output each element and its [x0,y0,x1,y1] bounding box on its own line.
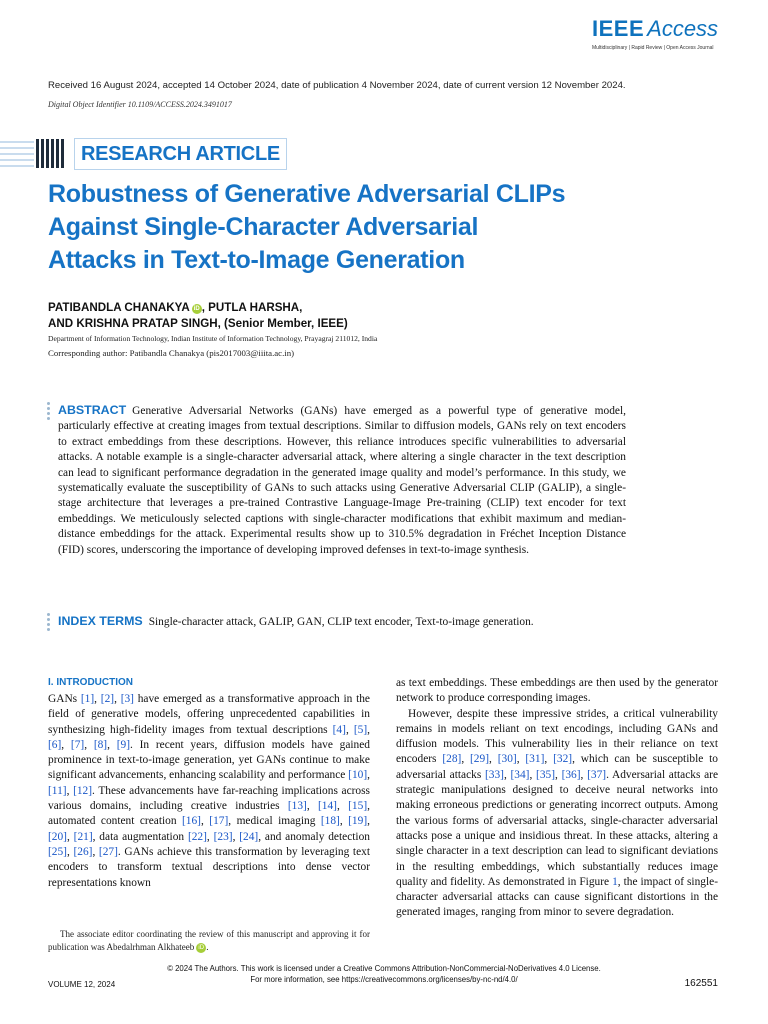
citation-link[interactable]: [31] [525,753,545,766]
citation-link[interactable]: [28] [442,753,462,766]
intro-paragraph-2: as text embeddings. These embeddings are then used by the generator network to produce corresponding images. [396,677,718,705]
title-line: Attacks in Text-to-Image Generation [48,246,465,274]
abstract-dots-icon [47,402,51,422]
orcid-icon[interactable]: iD [196,943,206,953]
citation-link[interactable]: [21] [73,830,93,843]
ieee-access-logo [592,18,718,60]
citation-link[interactable]: [1] [80,693,95,705]
citation-link[interactable]: [22] [187,830,207,843]
citation-link[interactable]: [36] [561,768,581,781]
citation-link[interactable]: [12] [73,784,93,797]
citation-link[interactable]: [34] [510,768,530,781]
abstract-text: Generative Adversarial Networks (GANs) have emerged as a powerful type of generative model, particularly effective at creating images from textual descriptions. Similar to diffusion models, GANs rely on text encoders to extract embeddings from these descriptions. However, this reliance introduces specific vulnerabilities to adversarial attacks. A notable example is a single-character adversarial attack, where altering a single character in the text description can lead to significant performance degradation in the generated image quality and model’s performance. In this study, we systematically evaluate the susceptibility of GANs to such attacks using Generative Adversarial CLIP (GALIP), a single-stage architecture that leverages a pre-trained Contrastive Language-Image Pre-training (CLIP) text encoder for text embeddings. We meticulously selected captions with single-character modifications that exhibit maximum and median-distance embeddings for the attack. Experimental results show up to 310.5% degradation in Fréchet Inception Distance (FID) scores, underscoring the importance of developing improved defenses in text-to-image synthesis. [58,405,626,556]
index-terms-text: Single-character attack, GALIP, GAN, CLIP text encoder, Text-to-image generation. [148,616,534,628]
citation-link[interactable]: [7] [70,738,85,751]
citation-link[interactable]: [19] [348,815,368,828]
index-terms-dots-icon [47,613,51,633]
title-line: Against Single-Character Adversarial [48,213,479,241]
citation-link[interactable]: [23] [213,830,233,843]
citation-link[interactable]: [24] [239,830,259,843]
body-column-left [48,676,370,891]
orcid-icon[interactable]: iD [193,306,200,312]
citation-link[interactable]: [10] [348,769,368,782]
citation-link[interactable]: [4] [332,723,346,736]
citation-link[interactable]: 1 [612,875,618,888]
license-line-2[interactable]: For more information, see https://creativecommons.org/licenses/by-nc-nd/4.0/ [250,975,518,984]
author-name-first: PATIBANDLA CHANAKYA [48,301,190,314]
license-notice [0,963,768,985]
license-line-1: © 2024 The Authors. This work is licensed under a Creative Commons Attribution-NonCommercial-NoDerivatives 4.0 License. [167,964,601,973]
citation-link[interactable]: [9] [116,738,131,751]
author-line-2: AND KRISHNA PRATAP SINGH, (Senior Member, IEEE) [48,317,348,330]
citation-link[interactable]: [32] [553,753,573,766]
citation-link[interactable]: [15] [348,800,368,813]
abstract-block [58,403,626,558]
logo-wordmark [592,18,718,40]
abstract-heading: ABSTRACT [58,403,127,417]
citation-link[interactable]: [16] [182,815,201,828]
section-heading-introduction: I. INTRODUCTION [48,677,133,688]
logo-bold-text: IEEE [592,16,645,41]
editor-footnote: The associate editor coordinating the review of this manuscript and approving it for publication was Abedalrhman Alkhateeb iD . [48,929,370,952]
received-dates: Received 16 August 2024, accepted 14 October 2024, date of publication 4 November 2024, date of current version 12 November 2024. [48,80,626,91]
volume-label: VOLUME 12, 2024 [48,980,116,989]
affiliation: Department of Information Technology, Indian Institute of Information Technology, Prayagraj 211012, India [48,334,378,343]
citation-link[interactable]: [18] [320,815,340,828]
author-line-1 [48,300,348,316]
paper-title [48,178,608,277]
citation-link[interactable]: [6] [48,738,62,751]
author-names-rest: , PUTLA HARSHA, [201,301,303,314]
body-column-right [396,676,718,921]
citation-link[interactable]: [25] [48,845,67,858]
intro-paragraph-1: GANs [1], [2], [3] have emerged as a transformative approach in the field of generative models, offering unprecedented capabilities in synthesizing high-fidelity images from textual descriptions [4], [5], [6], [7], [8], [9]. In recent years, diffusion models have gained prominence in text-to-image generation, yet GANs continue to make significant advancements, enhancing scalability and performance [10], [11], [12]. These advancements have far-reaching implications across various domains, including creative industries [13], [14], [15], automated content creation [16], [17], medical imaging [18], [19], [20], [21], data augmentation [22], [23], [24], and anomaly detection [25], [26], [27]. GANs achieve this transformation by leveraging text encoders to transform textual descriptions into dense vector representations known [48,693,370,889]
citation-link[interactable]: [35] [536,768,556,781]
logo-italic-text: Access [647,16,719,41]
citation-link[interactable]: [37] [587,768,607,781]
citation-link[interactable]: [29] [470,753,489,766]
intro-paragraph-3: However, despite these impressive strides, a critical vulnerability remains in models reliant on text encodings, including GANs and diffusion models. This vulnerability lies in their reliance on text encoders [28], [29], [30], [31], [32], which can be susceptible to adversarial attacks [33], [34], [35], [36], [37]. Adversarial attacks are strategic manipulations designed to deceive neural networks into making erroneous predictions or generating incorrect outputs. Among the various forms of adversarial attacks, single-character adversarial attacks pose a unique and insidious threat. In these attacks, altering a single character in a text description can lead to significant deviations in the resulting embeddings, which substantially reduces image quality and fidelity. As demonstrated in Figure 1, the impact of single-character adversarial attacks can cause significant distortions in the generated images, ranging from minor to severe degradation. [396,707,719,919]
citation-link[interactable]: [33] [484,768,504,781]
index-terms-block [58,614,534,630]
article-type-label: RESEARCH ARTICLE [74,138,287,170]
page-number: 162551 [684,978,718,989]
citation-link[interactable]: [13] [287,800,307,813]
citation-link[interactable]: [3] [120,693,134,705]
author-list [48,300,348,332]
corresponding-author: Corresponding author: Patibandla Chanakya (pis2017003@iiita.ac.in) [48,348,295,358]
citation-link[interactable]: [14] [318,800,337,813]
citation-link[interactable]: [5] [353,723,368,736]
article-type-stripes-icon [0,137,68,169]
citation-link[interactable]: [26] [73,845,93,858]
citation-link[interactable]: [30] [497,753,517,766]
citation-link[interactable]: [20] [48,830,67,843]
citation-link[interactable]: [8] [93,738,108,751]
logo-tagline: Multidisciplinary | Rapid Review | Open Access Journal [592,45,714,51]
doi-line[interactable]: Digital Object Identifier 10.1109/ACCESS.2024.3491017 [48,100,232,109]
citation-link[interactable]: [17] [209,815,229,828]
title-line: Robustness of Generative Adversarial CLIPs [48,180,566,208]
citation-link[interactable]: [27] [98,845,118,858]
citation-link[interactable]: [11] [48,784,67,797]
index-terms-heading: INDEX TERMS [58,614,143,628]
footnote-text: The associate editor coordinating the review of this manuscript and approving it for publication was Abedalrhman Alkhateeb [48,929,370,952]
citation-link[interactable]: [2] [100,693,115,705]
